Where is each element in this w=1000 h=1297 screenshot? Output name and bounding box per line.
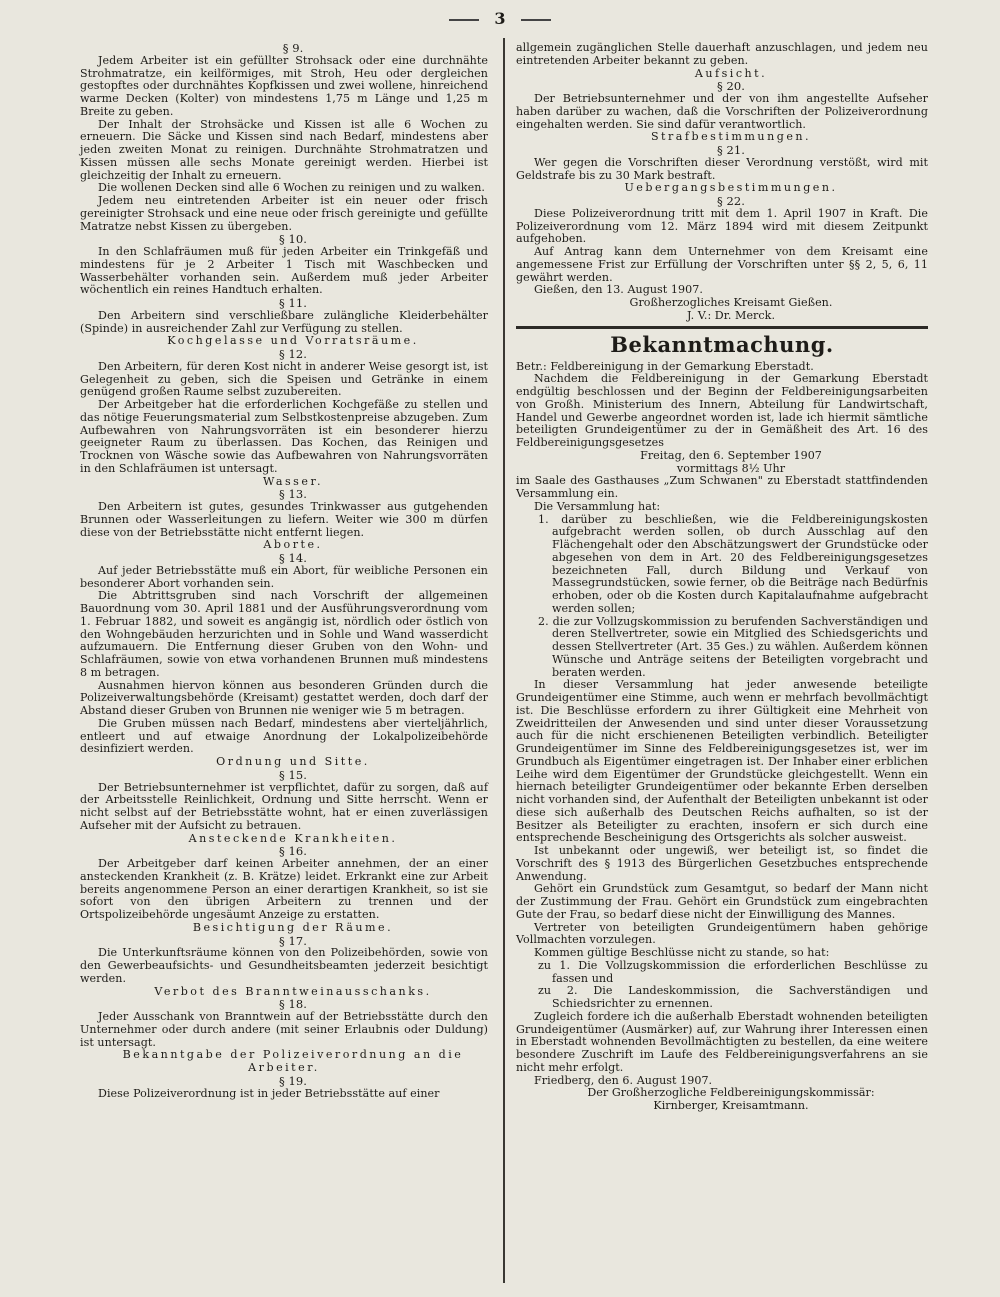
- column-divider: [503, 38, 505, 1283]
- list-item: zu 2. Die Landeskommission, die Sachverständigen und Schiedsrichter zu ernennen.: [538, 984, 928, 1010]
- header-dash-left: [449, 19, 479, 21]
- paragraph: Auf jeder Betriebsstätte muß ein Abort, für weibliche Personen ein besonderer Abort vorhanden sein.: [80, 563, 488, 590]
- paragraph: Auf Antrag kann dem Unternehmer von dem Kreisamt eine angemessene Frist zur Erfüllung der Vorschriften unter §§ 2, 5, 6, 11 gewährt werden.: [516, 245, 928, 284]
- header-dash-right: [521, 19, 551, 21]
- numbered-list: [516, 960, 928, 1011]
- paragraph: Kommen gültige Beschlüsse nicht zu stande, so hat:: [534, 946, 830, 959]
- section-heading: Verbot des Branntweinausschanks.: [154, 984, 432, 998]
- section-heading: Kochgelasse und Vorratsräume.: [167, 334, 419, 348]
- section-heading: Ansteckende Krankheiten.: [188, 831, 398, 845]
- section-number: § 15.: [279, 767, 307, 782]
- paragraph: Die Gruben müssen nach Bedarf, mindestens aber vierteljährlich, entleert und auf etwaige Anordnung der Lokalpolizeibehörde desinfiziert werden.: [80, 716, 488, 756]
- paragraph: allgemein zugänglichen Stelle dauerhaft anzuschlagen, und jedem neu eintretenden Arbeiter bekannt zu geben.: [516, 41, 928, 67]
- paragraph: Wer gegen die Vorschriften dieser Verordnung verstößt, wird mit Geldstrafe bis zu 30 Mark bestraft.: [516, 155, 928, 182]
- paragraph: Der Arbeitgeber darf keinen Arbeiter annehmen, der an einer ansteckenden Krankheit (z. B. Krätze) leidet. Erkrankt eine zur Arbeit bereits angenommene Person an einer derartigen Krankheit, so ist sie sofort von den übrigen Arbeitern zu trennen und der Ortspolizeibehörde ungesäumt Anzeige zu erstatten.: [80, 857, 488, 921]
- paragraph: In den Schlafräumen muß für jeden Arbeiter ein Trinkgefäß und mindestens für je 2 Arbeiter 1 Tisch mit Waschbecken und Wasserbehälter vorhanden sein. Außerdem muß jeder Arbeiter wöchentlich ein reines Handtuch erhalten.: [80, 245, 488, 297]
- section-number: § 9.: [282, 41, 304, 55]
- paragraph: Der Betriebsunternehmer ist verpflichtet, dafür zu sorgen, daß auf der Arbeitsstelle Reinlichkeit, Ordnung und Sitte herrscht. Wenn er nicht selbst auf der Betriebsstätte wohnt, hat er einen zuverlässigen Aufseher mit der Aufsicht zu betrauen.: [80, 780, 488, 832]
- paragraph: Friedberg, den 6. August 1907.: [534, 1073, 713, 1087]
- paragraph: Die Abtrittsgruben sind nach Vorschrift der allgemeinen Bauordnung vom 30. April 1881 und der Ausführungsverordnung vom 1. Februar 1882, und soweit es angängig ist, nördlich oder östlich von den Wohngebäuden herzurichten und in Sohle und Wand wasserdicht aufzumauern. Die Entfernung dieser Gruben von den Wohn- und Schlafräumen, sowie von etwa vorhandenen Brunnen muß mindestens 8 m betragen.: [80, 589, 488, 679]
- page-number: 3: [494, 9, 506, 28]
- paragraph: Die wollenen Decken sind alle 6 Wochen zu reinigen und zu walken.: [98, 181, 485, 195]
- section-heading: Ordnung und Sitte.: [216, 755, 370, 768]
- numbered-list: [516, 514, 928, 680]
- list-item: 1. darüber zu beschließen, wie die Feldbereinigungskosten aufgebracht werden sollen, ob durch Ausschlag auf den Flächengehalt oder den Abschätzungswert der Grundstücke oder abgesehen von dem in Art. 20 des Feldbereinigungsgesetzes bezeichneten Fall, durch Bildung und Verkauf von Massegrundstücken, sowie ferner, ob die Beiträge nach Bedürfnis erhoben, oder ob die Kosten durch Kapitalaufnahme aufgebracht werden sollen;: [538, 512, 928, 615]
- paragraph: Diese Polizeiverordnung tritt mit dem 1. April 1907 in Kraft. Die Polizeiverordnung vom 12. März 1894 wird mit diesem Zeitpunkt aufgehoben.: [516, 206, 928, 246]
- list-item: zu 1. Die Vollzugskommission die erforderlichen Beschlüsse zu fassen und: [538, 958, 928, 985]
- paragraph: Der Betriebsunternehmer und der von ihm angestellte Aufseher haben darüber zu wachen, daß die Vorschriften der Polizeiverordnung eingehalten werden. Sie sind dafür verantwortlich.: [516, 92, 928, 131]
- right-column: [516, 42, 928, 1113]
- paragraph: Zugleich fordere ich die außerhalb Eberstadt wohnenden beteiligten Grundeigentümer (Ausmärker) auf, zur Wahrung ihrer Interessen einen in Eberstadt wohnenden Bevollmächtigten zu bestellen, da eine weitere besondere Zuschrift im Laufe des Feldbereinigungsverfahrens an sie nicht mehr erfolgt.: [516, 1009, 928, 1074]
- section-number: § 20.: [717, 79, 745, 94]
- section-number: § 16.: [279, 844, 307, 859]
- paragraph: Betr.: Feldbereinigung in der Gemarkung Eberstadt.: [516, 359, 814, 373]
- section-heading: Bekanntgabe der Polizeiverordnung an die Arbeiter.: [122, 1048, 464, 1074]
- police-ordinance-continuation: [516, 42, 928, 323]
- section-number: § 19.: [279, 1073, 307, 1088]
- section-heading: Aufsicht.: [694, 66, 768, 80]
- paragraph: Der Arbeitgeber hat die erforderlichen Kochgefäße zu stellen und das nötige Feuerungsmaterial zum Selbstkostenpreise abzugeben. Zum Aufbewahren von Nahrungsvorräten ist ein besonderer hierzu geeigneter Raum zu überlassen. Das Kochen, das Reinigen und Trocknen von Wäsche sowie das Aufbewahren von Nahrungsvorräten in den Schlafräumen ist untersagt.: [80, 398, 488, 475]
- section-number: § 13.: [279, 487, 307, 502]
- section-number: § 22.: [717, 194, 745, 208]
- section-number: § 14.: [279, 551, 307, 565]
- section-rule: [516, 326, 928, 329]
- section-number: § 17.: [279, 933, 307, 948]
- section-number: § 12.: [279, 347, 307, 361]
- left-column: [80, 42, 488, 1100]
- section-heading: Wasser.: [262, 474, 324, 488]
- section-heading: Besichtigung der Räume.: [192, 920, 394, 934]
- paragraph: Gehört ein Grundstück zum Gesamtgut, so bedarf der Mann nicht der Zustimmung der Frau. Gehört ein Grundstück zum eingebrachten Gute der Frau, so bedarf diese nicht der Einwilligung des Mannes.: [516, 882, 928, 921]
- paragraph: Nachdem die Feldbereinigung in der Gemarkung Eberstadt endgültig beschlossen und der Beginn der Feldbereinigungsarbeiten von Großh. Ministerium des Innern, Abteilung für Landwirtschaft, Handel und Gewerbe angeordnet worden ist, lade ich hiermit sämtliche beteiligten Grundeigentümer zu der in Gemäßheit des Art. 16 des Feldbereinigungsgesetzes: [516, 372, 928, 449]
- paragraph: Vertreter von beteiligten Grundeigentümern haben gehörige Vollmachten vorzulegen.: [516, 920, 928, 947]
- list-item: 2. die zur Vollzugskommission zu berufenden Sachverständigen und deren Stellvertreter, sowie ein Mitglied des Schiedsgerichts und dessen Stellvertreter (Art. 35 Ges.) zu wählen. Außerdem können Wünsche und Anträge seitens der Beteiligten vorgebracht und beraten werden.: [538, 614, 928, 679]
- paragraph: Ausnahmen hiervon können aus besonderen Gründen durch die Polizeiverwaltungsbehörde (Kreisamt) gestattet werden, doch darf der Abstand dieser Gruben von Brunnen nie weniger wie 5 m betragen.: [80, 678, 488, 717]
- section-number: § 21.: [717, 143, 745, 157]
- section-number: § 11.: [279, 296, 307, 310]
- section-heading: Uebergangsbestimmungen.: [624, 181, 838, 195]
- paragraph: In dieser Versammlung hat jeder anwesende beteiligte Grundeigentümer eine Stimme, auch wenn er mehrfach bevollmächtigt ist. Die Beschlüsse erfordern zu ihrer Gültigkeit eine Mehrheit von Zweidritteilen der Anwesenden und sind unter dieser Voraussetzung auch für die nicht erschienenen Beteiligten verbindlich. Beteiligter Grundeigentümer im Sinne des Feldbereinigungsgesetzes ist, wer im Grundbuch als Eigentümer eingetragen ist. Der Inhaber einer erblichen Leihe wird dem Eigentümer der Grundstücke gleichgestellt. Wenn ein hiernach beteiligter Grundeigentümer oder bekannte Erben derselben nicht vorhanden sind, der Aufenthalt der Beteiligten unbekannt ist oder diese sich außerhalb des Deutschen Reichs aufhalten, so ist der Besitzer als Beteiligter zu erachten, insofern er sich durch eine entsprechende Bescheinigung des Ortsgerichts als solcher ausweist.: [516, 678, 928, 845]
- paragraph: Den Arbeitern ist gutes, gesundes Trinkwasser aus gutgehenden Brunnen oder Wasserleitungen zu liefern. Weiter wie 300 m dürfen diese von der Betriebsstätte nicht entfernt liegen.: [80, 500, 488, 539]
- section-heading: Aborte.: [263, 538, 323, 552]
- centered-line: Der Großherzogliche Feldbereinigungskommissär:: [587, 1086, 875, 1100]
- land-consolidation-notice: [516, 361, 928, 1113]
- centered-line: vormittags 8½ Uhr: [676, 461, 786, 475]
- paragraph: Der Inhalt der Strohsäcke und Kissen ist alle 6 Wochen zu erneuern. Die Säcke und Kissen sind nach Bedarf, mindestens aber jeden zweiten Monat zu reinigen. Durchnähte Strohmatratzen und Kissen müssen alle sechs Monate gereinigt werden. Hierbei ist gleichzeitig der Inhalt zu erneuern.: [80, 117, 488, 182]
- paragraph: Den Arbeitern sind verschließbare zulängliche Kleiderbehälter (Spinde) in ausreichender Zahl zur Verfügung zu stellen.: [80, 308, 488, 335]
- paragraph: Jedem Arbeiter ist ein gefüllter Strohsack oder eine durchnähte Strohmatratze, ein keilförmiges, mit Stroh, Heu oder dergleichen gestopftes oder durchnähtes Kopfkissen und zwei wollene, hinreichend warme Decken (Kolter) von mindestens 1,75 m Länge und 1,25 m Breite zu geben.: [80, 53, 488, 118]
- page-header: [0, 0, 1000, 38]
- section-number: § 10.: [279, 232, 307, 247]
- centered-line: Großherzogliches Kreisamt Gießen.: [629, 296, 833, 309]
- centered-line: Freitag, den 6. September 1907: [640, 448, 822, 462]
- notice-title: Bekanntmachung.: [610, 331, 834, 357]
- section-number: § 18.: [279, 997, 307, 1012]
- paragraph: Die Versammlung hat:: [534, 499, 661, 513]
- paragraph: Jedem neu eintretenden Arbeiter ist ein neuer oder frisch gereinigter Strohsack und eine neue oder frisch gereinigte und gefüllte Matratze nebst Kissen zu übergeben.: [80, 194, 488, 233]
- paragraph: Jeder Ausschank von Branntwein auf der Betriebsstätte durch den Unternehmer oder durch andere (mit seiner Erlaubnis oder Duldung) ist untersagt.: [80, 1010, 488, 1049]
- paragraph: Ist unbekannt oder ungewiß, wer beteiligt ist, so findet die Vorschrift des § 1913 des Bürgerlichen Gesetzbuches entsprechende Anwendung.: [516, 844, 928, 883]
- section-heading: Strafbestimmungen.: [650, 130, 812, 144]
- paragraph: Den Arbeitern, für deren Kost nicht in anderer Weise gesorgt ist, ist Gelegenheit zu geben, sich die Speisen und Getränke in einem genügend großen Raume selbst zuzubereiten.: [80, 359, 488, 399]
- paragraph: im Saale des Gasthauses „Zum Schwanen" zu Eberstadt stattfindenden Versammlung ein.: [516, 474, 928, 500]
- centered-line: J. V.: Dr. Merck.: [686, 308, 776, 322]
- paragraph: Gießen, den 13. August 1907.: [534, 283, 703, 297]
- centered-line: Kirnberger, Kreisamtmann.: [653, 1099, 809, 1112]
- paragraph: Die Unterkunftsräume können von den Polizeibehörden, sowie von den Gewerbeaufsichts- und Gesundheitsbeamten jederzeit besichtigt werden.: [80, 946, 488, 985]
- paragraph: Diese Polizeiverordnung ist in jeder Betriebsstätte auf einer: [98, 1086, 440, 1100]
